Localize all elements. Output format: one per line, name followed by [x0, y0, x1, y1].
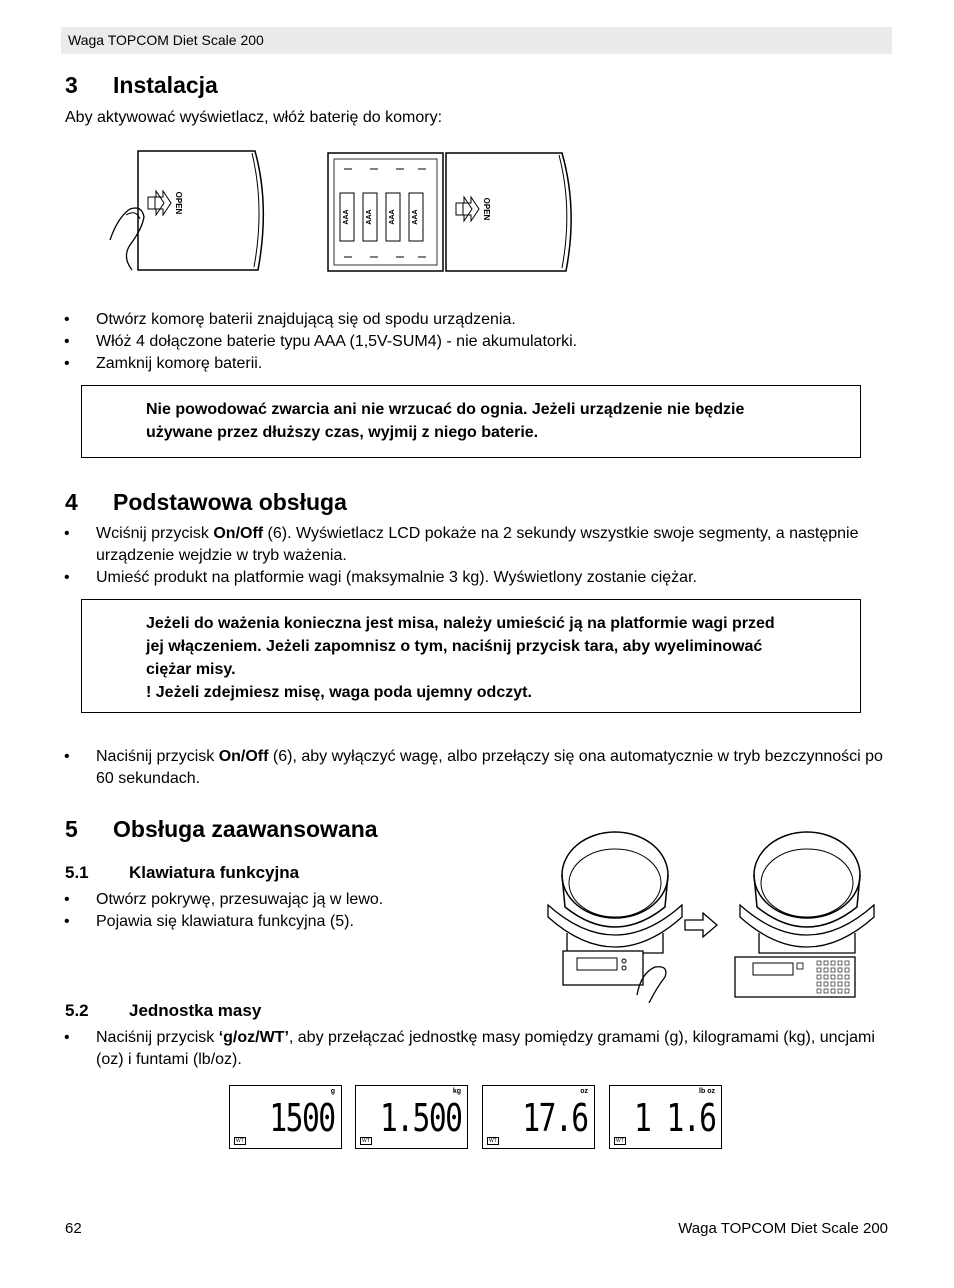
- text-run: Wciśnij przycisk: [96, 525, 214, 542]
- lcd-display-row: [229, 1085, 723, 1150]
- battery-warning-box: [81, 385, 861, 458]
- list-item: [61, 1027, 891, 1071]
- lcd-value: 1 1.6: [633, 1096, 715, 1140]
- subsection-5-1-bullets: [61, 889, 521, 933]
- button-reference: On/Off: [213, 525, 264, 542]
- list-item: • Otwórz komorę baterii znajdującą się od spodu urządzenia.: [61, 309, 901, 331]
- warning-line: używane przez dłuższy czas, wyjmij z niego baterie.: [146, 424, 539, 441]
- button-reference: On/Off: [218, 748, 269, 765]
- lcd-unit: lb oz: [699, 1088, 715, 1095]
- section-3-bullets: [61, 309, 901, 375]
- running-header: Waga TOPCOM Diet Scale 200: [61, 27, 892, 54]
- list-item: • Otwórz pokrywę, przesuwając ją w lewo.: [61, 889, 521, 911]
- warning-line: jej włączeniem. Jeżeli zapomnisz o tym, naciśnij przycisk tara, aby wyeliminować: [146, 638, 763, 655]
- list-item: • Zamknij komorę baterii.: [61, 353, 901, 375]
- lcd-wt-badge: WT: [489, 1138, 497, 1144]
- lcd-value: 1.500: [379, 1096, 461, 1140]
- battery-label: AAA: [412, 209, 419, 225]
- subsection-number: 5.2: [65, 1001, 89, 1020]
- open-label: OPEN: [482, 197, 491, 221]
- page-number: 62: [65, 1220, 82, 1237]
- text-run: , aby przełączać jednostkę masy pomiędzy gramami (g), kilogramami (kg), uncjami (oz) i funtami (lb/oz).: [96, 1029, 875, 1068]
- lcd-display-grams: [229, 1085, 342, 1149]
- lcd-display-ounces: [482, 1085, 595, 1149]
- keyboard-cover-figure: [545, 825, 880, 1003]
- section-number: 3: [65, 72, 78, 98]
- text-run: (6). Wyświetlacz LCD pokaże na 2 sekundy wszystkie swoje segmenty, a następnie urządzenie wejdzie w tryb ważenia.: [96, 525, 859, 564]
- battery-label: AAA: [366, 209, 373, 225]
- section-5-heading: [65, 816, 378, 843]
- lcd-unit: kg: [452, 1088, 461, 1095]
- subsection-5-1-heading: [65, 863, 299, 883]
- section-3-heading: [65, 72, 218, 99]
- section-4-bullets: [61, 523, 891, 589]
- subsection-title: Jednostka masy: [129, 1001, 262, 1020]
- warning-line: ! Jeżeli zdejmiesz misę, waga poda ujemny odczyt.: [146, 684, 532, 701]
- subsection-5-2-bullets: [61, 1027, 891, 1071]
- section-title: Obsługa zaawansowana: [113, 816, 378, 842]
- lcd-wt-badge: WT: [236, 1138, 244, 1144]
- list-item: • Włóż 4 dołączone baterie typu AAA (1,5V-SUM4) - nie akumulatorki.: [61, 331, 901, 353]
- section-number: 5: [65, 816, 78, 842]
- subsection-number: 5.1: [65, 863, 89, 882]
- lcd-wt-badge: WT: [362, 1138, 370, 1144]
- section-title: Podstawowa obsługa: [113, 489, 347, 515]
- bowl-warning-box: [81, 599, 861, 713]
- lcd-unit: g: [330, 1088, 335, 1095]
- section-3-intro: Aby aktywować wyświetlacz, włóż baterię do komory:: [65, 109, 443, 126]
- lcd-value: 17.6: [522, 1096, 588, 1140]
- battery-installation-figure: [100, 145, 580, 280]
- text-run: (6), aby wyłączyć wagę, albo przełączy się ona automatycznie w tryb bezczynności po 60 sekundach.: [96, 748, 883, 787]
- list-item: • Umieść produkt na platformie wagi (maksymalnie 3 kg). Wyświetlony zostanie ciężar.: [61, 567, 891, 589]
- warning-line: Jeżeli do ważenia konieczna jest misa, należy umieścić ją na platformie wagi przed: [146, 615, 775, 632]
- lcd-display-pounds-ounces: [609, 1085, 722, 1149]
- section-title: Instalacja: [113, 72, 218, 98]
- list-item: [61, 523, 891, 567]
- section-4-heading: [65, 489, 347, 516]
- subsection-5-2-heading: [65, 1001, 261, 1021]
- subsection-title: Klawiatura funkcyjna: [129, 863, 300, 882]
- lcd-value: 1500: [269, 1096, 335, 1140]
- list-item: [61, 746, 891, 790]
- text-run: Naciśnij przycisk: [96, 748, 219, 765]
- text-run: Naciśnij przycisk: [96, 1029, 219, 1046]
- open-label: OPEN: [174, 191, 183, 215]
- warning-line: Nie powodować zwarcia ani nie wrzucać do ognia. Jeżeli urządzenie nie będzie: [146, 401, 745, 418]
- section-number: 4: [65, 489, 78, 515]
- lcd-unit: oz: [580, 1088, 588, 1095]
- warning-line: ciężar misy.: [146, 661, 236, 678]
- list-item: • Pojawia się klawiatura funkcyjna (5).: [61, 911, 521, 933]
- lcd-display-kilograms: [355, 1085, 468, 1149]
- section-4-bullets-2: [61, 746, 891, 790]
- lcd-wt-badge: WT: [616, 1138, 624, 1144]
- button-reference: ‘g/oz/WT’: [218, 1029, 289, 1046]
- running-footer: Waga TOPCOM Diet Scale 200: [678, 1220, 888, 1237]
- battery-label: AAA: [343, 209, 350, 225]
- battery-label: AAA: [389, 209, 396, 225]
